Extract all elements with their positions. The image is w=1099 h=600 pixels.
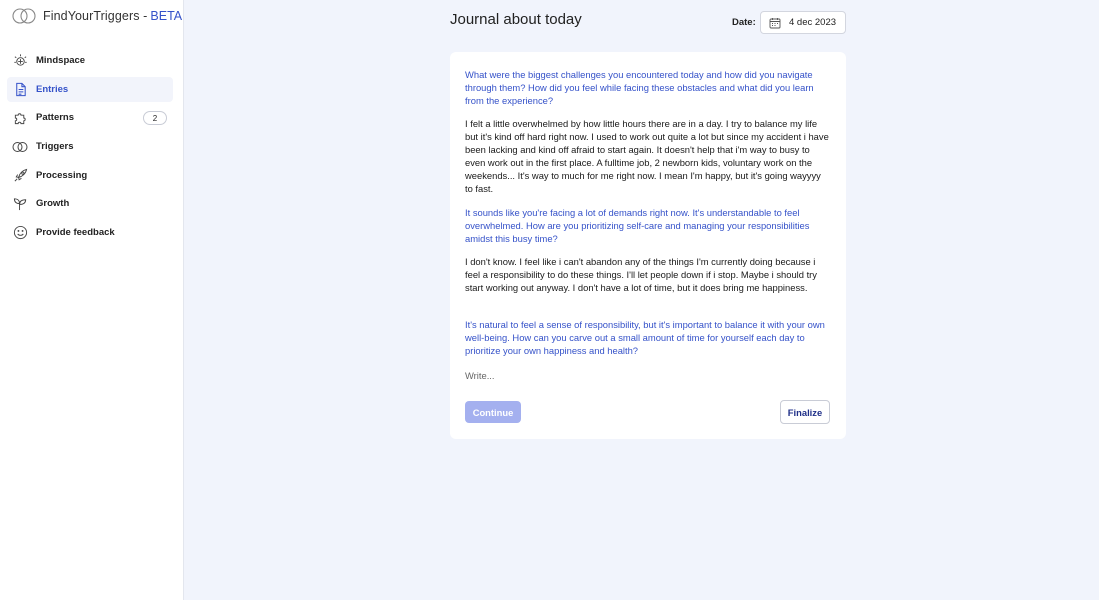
date-label: Date: — [732, 17, 756, 28]
brand-name: FindYourTriggers - — [43, 9, 148, 23]
sidebar — [0, 0, 184, 600]
overlapping-circles-icon — [12, 139, 28, 155]
prompt-question: What were the biggest challenges you encountered today and how did you navigate through them? How did you feel while facing these obstacles and what did you learn from the experience? — [465, 69, 814, 106]
sidebar-item-growth[interactable] — [7, 191, 173, 216]
date-picker[interactable] — [760, 11, 846, 34]
sidebar-item-entries[interactable] — [7, 77, 173, 102]
sidebar-item-label: Provide feedback — [36, 227, 115, 239]
sidebar-item-label: Processing — [36, 169, 88, 181]
brand[interactable] — [12, 7, 182, 25]
journal-answer: I felt a little overwhelmed by how little hours there are in a day. I try to balance my life but it's kind off hard right now. I used to work out quite a lot but since my accident i have been lacking and kind off afraid to start again. It doesn't help that i'm way to busy to even work out in the first place. A fulltime job, 2 newborn kids, voluntary work on the weekends... It's way to much for me right now. I mean I'm happy, but it's going wayyyy to fast. — [465, 118, 829, 194]
sidebar-item-processing[interactable] — [7, 163, 173, 188]
brain-icon — [12, 53, 28, 69]
document-icon — [12, 81, 28, 97]
puzzle-icon — [12, 110, 28, 126]
calendar-icon — [769, 17, 781, 29]
date-value: 4 dec 2023 — [789, 17, 837, 28]
sidebar-item-patterns[interactable] — [7, 105, 173, 130]
journal-answer: I don't know. I feel like i can't abandon any of the things I'm currently doing because i feel a responsibility to do these things. I'll let people down if i stop. Maybe i should try start working out anyway. I don't have a lot of time, but it does bring me happiness. — [465, 256, 817, 293]
sprout-icon — [12, 196, 28, 212]
smiley-icon — [12, 225, 28, 241]
patterns-count-badge: 2 — [143, 111, 167, 125]
finalize-button[interactable]: Finalize — [780, 400, 830, 424]
prompt-question: It sounds like you're facing a lot of demands right now. It's understandable to feel overwhelmed. How are you prioritizing self-care and managing your responsibilities amidst this busy time? — [465, 207, 810, 244]
sidebar-item-label: Mindspace — [36, 55, 86, 66]
sidebar-item-provide-feedback[interactable] — [7, 220, 173, 245]
beta-label: BETA — [150, 9, 183, 23]
write-input[interactable] — [465, 368, 831, 382]
logo-icon — [12, 8, 36, 24]
sidebar-item-mindspace[interactable] — [7, 48, 173, 73]
rocket-icon — [12, 167, 28, 183]
sidebar-nav — [7, 48, 173, 249]
sidebar-item-label: Growth — [36, 198, 70, 210]
sidebar-item-label: Triggers — [36, 141, 74, 153]
continue-button[interactable]: Continue — [465, 401, 521, 423]
page-title: Journal about today — [450, 11, 582, 28]
journal-card — [450, 52, 846, 439]
sidebar-item-triggers[interactable] — [7, 134, 173, 159]
sidebar-item-label: Patterns — [36, 112, 75, 124]
prompt-question: It's natural to feel a sense of responsibility, but it's important to balance it with your own well-being. How can you carve out a small amount of time for yourself each day to prioritize your own happiness and health? — [465, 319, 825, 356]
sidebar-item-label: Entries — [36, 83, 69, 95]
